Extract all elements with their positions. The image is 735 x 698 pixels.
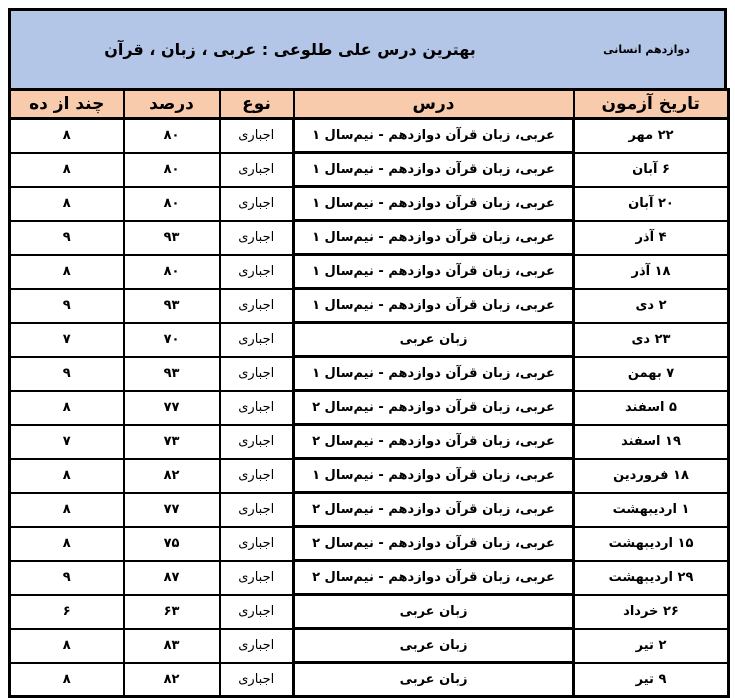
cell-percent: ۷۳ bbox=[124, 425, 220, 459]
cell-percent: ۸۲ bbox=[124, 459, 220, 493]
cell-type: اجباری bbox=[220, 187, 294, 221]
cell-percent: ۸۳ bbox=[124, 629, 220, 663]
cell-out-of-ten: ۹ bbox=[10, 561, 124, 595]
column-header-percent: درصد bbox=[124, 90, 220, 119]
cell-lesson: عربی، زبان قرآن دوازدهم - نیم‌سال ۲ bbox=[294, 527, 574, 561]
cell-out-of-ten: ۶ bbox=[10, 595, 124, 629]
cell-lesson: عربی، زبان قرآن دوازدهم - نیم‌سال ۲ bbox=[294, 493, 574, 527]
report-title: بهترین درس علی طلوعی : عربی ، زبان ، قرآن bbox=[104, 40, 476, 59]
cell-type: اجباری bbox=[220, 663, 294, 697]
cell-type: اجباری bbox=[220, 153, 294, 187]
cell-out-of-ten: ۷ bbox=[10, 425, 124, 459]
cell-exam-date: ۱۸ آذر bbox=[574, 255, 729, 289]
cell-out-of-ten: ۹ bbox=[10, 289, 124, 323]
report-title-bar bbox=[8, 8, 727, 88]
cell-percent: ۸۰ bbox=[124, 153, 220, 187]
cell-exam-date: ۲۲ مهر bbox=[574, 119, 729, 153]
cell-percent: ۸۰ bbox=[124, 255, 220, 289]
cell-exam-date: ۵ اسفند bbox=[574, 391, 729, 425]
table-row bbox=[10, 391, 729, 425]
cell-type: اجباری bbox=[220, 493, 294, 527]
cell-percent: ۹۳ bbox=[124, 289, 220, 323]
cell-exam-date: ۴ آذر bbox=[574, 221, 729, 255]
cell-lesson: عربی، زبان قرآن دوازدهم - نیم‌سال ۱ bbox=[294, 459, 574, 493]
grade-label: دوازدهم انسانی bbox=[603, 43, 690, 56]
cell-exam-date: ۶ آبان bbox=[574, 153, 729, 187]
cell-type: اجباری bbox=[220, 323, 294, 357]
cell-out-of-ten: ۷ bbox=[10, 323, 124, 357]
cell-out-of-ten: ۹ bbox=[10, 357, 124, 391]
cell-lesson: زبان عربی bbox=[294, 629, 574, 663]
table-row bbox=[10, 221, 729, 255]
cell-lesson: زبان عربی bbox=[294, 663, 574, 697]
column-header-type: نوع bbox=[220, 90, 294, 119]
cell-out-of-ten: ۸ bbox=[10, 153, 124, 187]
table-row bbox=[10, 663, 729, 697]
table-row bbox=[10, 425, 729, 459]
cell-lesson: زبان عربی bbox=[294, 595, 574, 629]
table-row bbox=[10, 153, 729, 187]
cell-type: اجباری bbox=[220, 459, 294, 493]
cell-percent: ۷۷ bbox=[124, 493, 220, 527]
cell-type: اجباری bbox=[220, 289, 294, 323]
cell-lesson: عربی، زبان قرآن دوازدهم - نیم‌سال ۱ bbox=[294, 255, 574, 289]
table-row bbox=[10, 357, 729, 391]
cell-out-of-ten: ۸ bbox=[10, 663, 124, 697]
cell-lesson: عربی، زبان قرآن دوازدهم - نیم‌سال ۲ bbox=[294, 561, 574, 595]
cell-lesson: عربی، زبان قرآن دوازدهم - نیم‌سال ۱ bbox=[294, 221, 574, 255]
cell-exam-date: ۱۵ اردیبهشت bbox=[574, 527, 729, 561]
cell-out-of-ten: ۸ bbox=[10, 391, 124, 425]
cell-type: اجباری bbox=[220, 425, 294, 459]
cell-type: اجباری bbox=[220, 595, 294, 629]
cell-exam-date: ۱۸ فروردین bbox=[574, 459, 729, 493]
table-row bbox=[10, 527, 729, 561]
table-row bbox=[10, 459, 729, 493]
cell-out-of-ten: ۸ bbox=[10, 459, 124, 493]
cell-lesson: عربی، زبان قرآن دوازدهم - نیم‌سال ۱ bbox=[294, 357, 574, 391]
cell-percent: ۸۰ bbox=[124, 119, 220, 153]
column-header-exam-date: تاریخ آزمون bbox=[574, 90, 729, 119]
cell-percent: ۸۷ bbox=[124, 561, 220, 595]
cell-out-of-ten: ۸ bbox=[10, 255, 124, 289]
column-header-out-of-ten: چند از ده bbox=[10, 90, 124, 119]
table-row bbox=[10, 255, 729, 289]
cell-exam-date: ۲۶ خرداد bbox=[574, 595, 729, 629]
column-header-lesson: درس bbox=[294, 90, 574, 119]
cell-out-of-ten: ۹ bbox=[10, 221, 124, 255]
score-report-sheet bbox=[8, 8, 727, 698]
cell-lesson: زبان عربی bbox=[294, 323, 574, 357]
cell-percent: ۸۲ bbox=[124, 663, 220, 697]
cell-lesson: عربی، زبان قرآن دوازدهم - نیم‌سال ۱ bbox=[294, 119, 574, 153]
cell-type: اجباری bbox=[220, 629, 294, 663]
cell-percent: ۷۵ bbox=[124, 527, 220, 561]
cell-percent: ۹۳ bbox=[124, 357, 220, 391]
cell-type: اجباری bbox=[220, 357, 294, 391]
cell-exam-date: ۲ تیر bbox=[574, 629, 729, 663]
cell-percent: ۸۰ bbox=[124, 187, 220, 221]
cell-exam-date: ۲۰ آبان bbox=[574, 187, 729, 221]
cell-exam-date: ۱۹ اسفند bbox=[574, 425, 729, 459]
table-row bbox=[10, 119, 729, 153]
cell-lesson: عربی، زبان قرآن دوازدهم - نیم‌سال ۱ bbox=[294, 187, 574, 221]
exam-results-table bbox=[8, 88, 730, 698]
table-row bbox=[10, 289, 729, 323]
cell-lesson: عربی، زبان قرآن دوازدهم - نیم‌سال ۱ bbox=[294, 153, 574, 187]
cell-type: اجباری bbox=[220, 119, 294, 153]
cell-lesson: عربی، زبان قرآن دوازدهم - نیم‌سال ۲ bbox=[294, 391, 574, 425]
cell-lesson: عربی، زبان قرآن دوازدهم - نیم‌سال ۲ bbox=[294, 425, 574, 459]
table-row bbox=[10, 323, 729, 357]
cell-exam-date: ۲۹ اردیبهشت bbox=[574, 561, 729, 595]
cell-exam-date: ۷ بهمن bbox=[574, 357, 729, 391]
cell-percent: ۶۳ bbox=[124, 595, 220, 629]
cell-out-of-ten: ۸ bbox=[10, 629, 124, 663]
cell-exam-date: ۲ دی bbox=[574, 289, 729, 323]
cell-out-of-ten: ۸ bbox=[10, 527, 124, 561]
table-row bbox=[10, 561, 729, 595]
table-row bbox=[10, 595, 729, 629]
cell-percent: ۷۰ bbox=[124, 323, 220, 357]
cell-type: اجباری bbox=[220, 221, 294, 255]
cell-type: اجباری bbox=[220, 527, 294, 561]
cell-out-of-ten: ۸ bbox=[10, 493, 124, 527]
table-row bbox=[10, 629, 729, 663]
cell-out-of-ten: ۸ bbox=[10, 187, 124, 221]
cell-type: اجباری bbox=[220, 391, 294, 425]
cell-lesson: عربی، زبان قرآن دوازدهم - نیم‌سال ۱ bbox=[294, 289, 574, 323]
cell-exam-date: ۹ تیر bbox=[574, 663, 729, 697]
cell-percent: ۹۳ bbox=[124, 221, 220, 255]
table-row bbox=[10, 187, 729, 221]
cell-type: اجباری bbox=[220, 561, 294, 595]
cell-type: اجباری bbox=[220, 255, 294, 289]
cell-out-of-ten: ۸ bbox=[10, 119, 124, 153]
table-header-row bbox=[10, 90, 729, 119]
cell-exam-date: ۱ اردیبهشت bbox=[574, 493, 729, 527]
cell-exam-date: ۲۳ دی bbox=[574, 323, 729, 357]
cell-percent: ۷۷ bbox=[124, 391, 220, 425]
table-row bbox=[10, 493, 729, 527]
